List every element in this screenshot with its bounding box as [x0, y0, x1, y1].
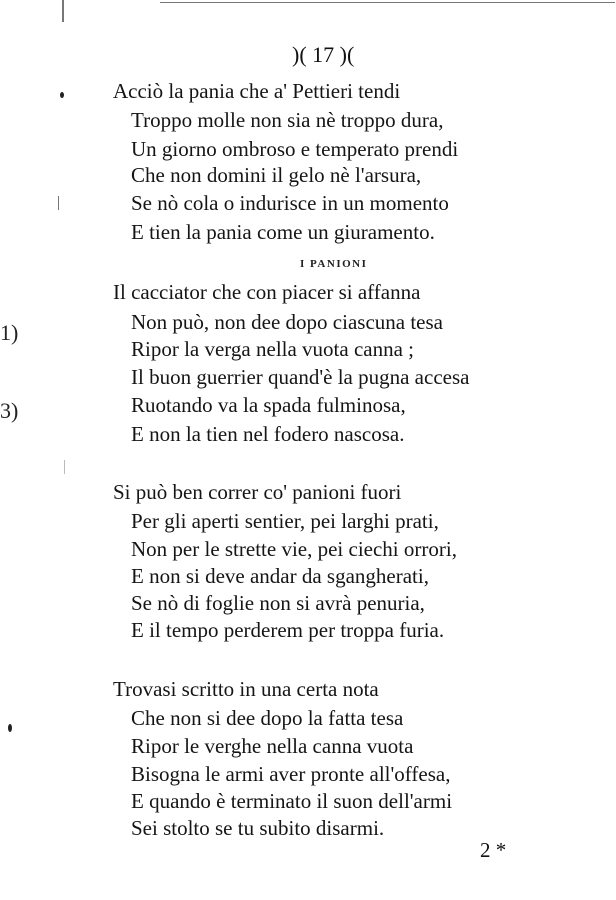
section-heading: I PANIONI: [300, 258, 368, 270]
margin-tick: [58, 196, 59, 210]
verse-line: Ruotando va la spada fulminosa,: [131, 393, 406, 417]
verse-line: Trovasi scritto in una certa nota: [113, 677, 379, 701]
verse-line: Che non domini il gelo nè l'arsura,: [131, 163, 422, 187]
verse-line: E tien la pania come un giuramento.: [131, 220, 435, 244]
verse-line: Non per le strette vie, pei ciechi orrori,: [131, 537, 457, 561]
margin-dot: [8, 724, 12, 732]
verse-line: Il buon guerrier quand'è la pugna accesa: [131, 365, 470, 389]
verse-line: Il cacciator che con piacer si affanna: [113, 280, 421, 304]
margin-dot: [60, 92, 64, 98]
margin-note-mark: 1): [0, 320, 19, 345]
margin-note-mark: 3): [0, 398, 19, 423]
verse-line: E non la tien nel fodero nascosa.: [131, 422, 405, 446]
verse-line: Per gli aperti sentier, pei larghi prati,: [131, 509, 439, 533]
verse-line: Troppo molle non sia nè troppo dura,: [131, 108, 444, 132]
verse-line: Sei stolto se tu subito disarmi.: [131, 816, 385, 840]
verse-line: E non si deve andar da sgangherati,: [131, 564, 429, 588]
signature-mark: 2 *: [480, 838, 507, 862]
page-number: )( 17 )(: [292, 42, 355, 67]
verse-line: Non può, non dee dopo ciascuna tesa: [131, 310, 443, 334]
verse-line: Ripor la verga nella vuota canna ;: [131, 337, 415, 361]
verse-line: Acciò la pania che a' Pettieri tendi: [113, 79, 401, 103]
verse-line: Che non si dee dopo la fatta tesa: [131, 706, 404, 730]
verse-line: Se nò di foglie non si avrà penuria,: [131, 591, 425, 615]
verse-line: Bisogna le armi aver pronte all'offesa,: [131, 762, 451, 786]
verse-line: E quando è terminato il suon dell'armi: [131, 789, 453, 813]
verse-line: Un giorno ombroso e temperato prendi: [131, 137, 459, 161]
margin-tick: [64, 460, 65, 474]
verse-line: Ripor le verghe nella canna vuota: [131, 734, 414, 758]
verse-line: E il tempo perderem per troppa furia.: [131, 618, 445, 642]
verse-line: Si può ben correr co' panioni fuori: [113, 480, 402, 504]
verse-line: Se nò cola o indurisce in un momento: [131, 191, 449, 215]
top-border-rule: [160, 2, 615, 3]
left-edge-mark: [62, 0, 64, 22]
